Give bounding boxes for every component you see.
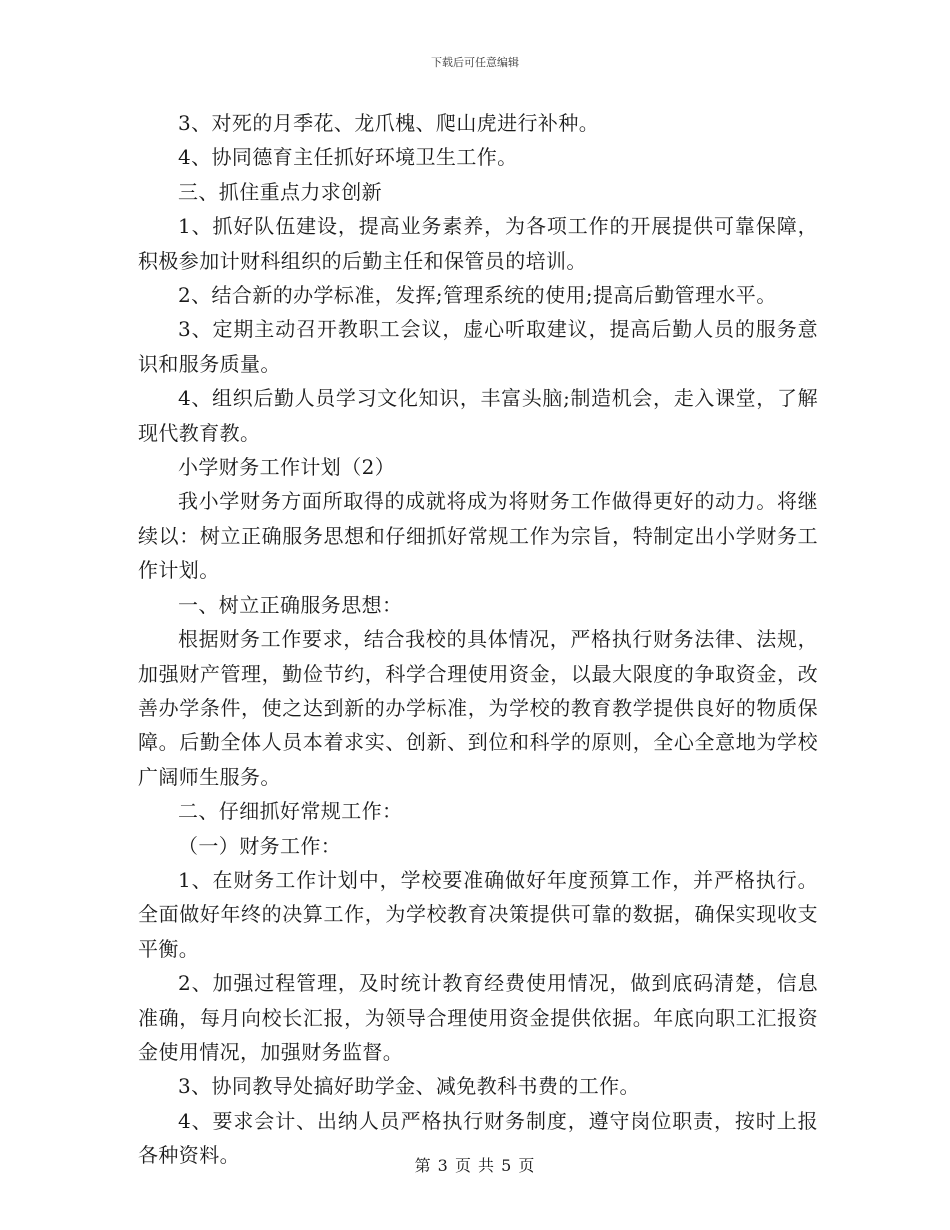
paragraph: 2、结合新的办学标准，发挥;管理系统的使用;提高后勤管理水平。 [178,283,777,308]
section-heading: 三、抓住重点力求创新 [178,179,382,204]
document-title: 小学财务工作计划（2） [178,455,396,480]
paragraph: 我小学财务方面所取得的成就将成为将财务工作做得更好的动力。将继续以：树立正确服务思想和仔细抓好常规工作为宗旨，特制定出小学财务工作计划。 [138,489,818,583]
page-header: 下载后可任意编辑 [431,56,519,69]
paragraph: 1、在财务工作计划中，学校要准确做好年度预算工作，并严格执行。全面做好年终的决算工作，为学校教育决策提供可靠的数据，确保实现收支平衡。 [138,867,818,961]
paragraph: 2、加强过程管理，及时统计教育经费使用情况，做到底码清楚，信息准确，每月向校长汇报，为领导合理使用资金提供依据。年底向职工汇报资金使用情况，加强财务监督。 [138,971,818,1064]
page-footer: 第 3 页 共 5 页 [414,1156,536,1175]
subsection-heading: （一）财务工作： [178,833,342,858]
paragraph: 3、定期主动召开教职工会议，虚心听取建议，提高后勤人员的服务意识和服务质量。 [138,317,818,376]
paragraph: 3、协同教导处搞好助学金、减免教科书费的工作。 [178,1074,640,1099]
document-body [138,106,818,1173]
paragraph: 根据财务工作要求，结合我校的具体情况，严格执行财务法律、法规，加强财产管理，勤俭节约，科学合理使用资金，以最大限度的争取资金，改善办学条件，使之达到新的办学标准，为学校的教育教学提供良好的物质保障。后勤全体人员本着求实、创新、到位和科学的原则，全心全意地为学校广阔师生服务。 [138,627,818,789]
paragraph: 4、组织后勤人员学习文化知识，丰富头脑;制造机会，走入课堂，了解现代教育教。 [138,386,818,445]
paragraph: 4、要求会计、出纳人员严格执行财务制度，遵守岗位职责，按时上报各种资料。 [138,1108,818,1168]
paragraph: 4、协同德育主任抓好环境卫生工作。 [178,145,518,170]
section-heading: 二、仔细抓好常规工作： [178,799,403,824]
paragraph: 1、抓好队伍建设，提高业务素养，为各项工作的开展提供可靠保障，积极参加计财科组织的后勤主任和保管员的培训。 [138,214,818,273]
paragraph: 3、对死的月季花、龙爪槐、爬山虎进行补种。 [178,111,600,135]
section-heading: 一、树立正确服务思想： [178,592,403,617]
